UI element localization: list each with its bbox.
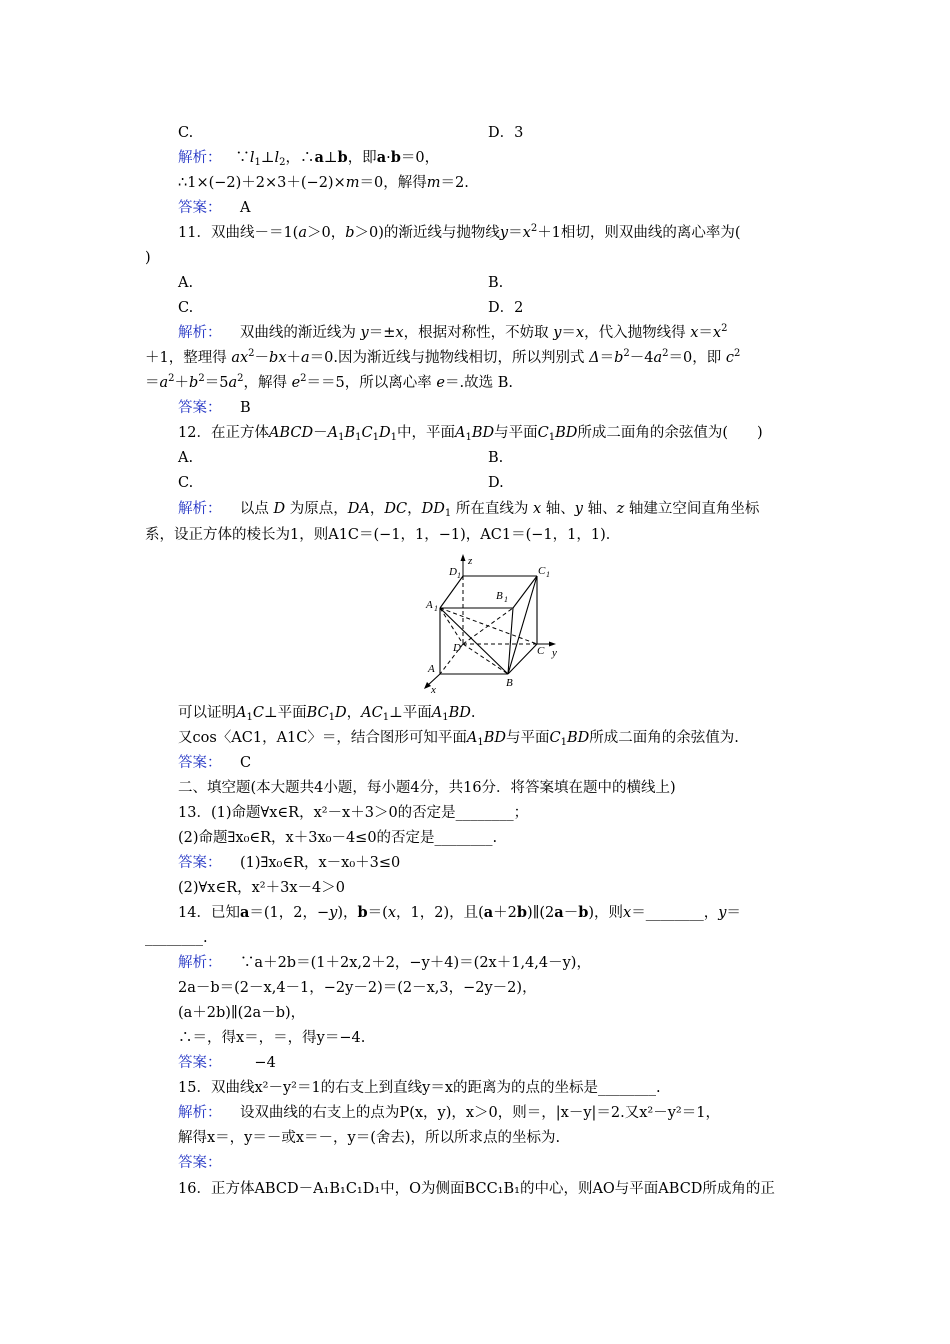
analysis-label: 解析： [178, 150, 222, 166]
q11-stem-end: ) [145, 250, 151, 266]
q11-analysis-line2: ＋1，整理得 $ax^2-bx+a=0$.因为渐近线与抛物线相切，所以判别式 $\Delta=b^2-4a^2=0$，即 $c^2$ [145, 348, 741, 366]
q15-analysis-line2: 解得x＝，y＝－或x＝－，y＝(舍去)，所以所求点的坐标为. [178, 1130, 561, 1146]
svg-text:1: 1 [546, 570, 550, 579]
q11-option-c: C. [178, 300, 194, 316]
q12-after-line1: 可以证明$A_1C\perp$平面$BC_1D$，$AC_1\perp$平面$A_1BD$. [178, 705, 476, 723]
q16-stem: 16．正方体ABCD－A₁B₁C₁D₁中，O为侧面BCC₁B₁的中心，则AO与平面ABCD所成角的正 [178, 1181, 775, 1197]
label-d: D [453, 642, 461, 654]
svg-text:1: 1 [504, 595, 508, 604]
label-c1: C [538, 565, 546, 577]
label-z: z [468, 555, 473, 567]
q14-analysis-line3: (a＋2b)∥(2a－b)， [178, 1005, 306, 1021]
q11-analysis: 解析： 双曲线的渐近线为 y＝±x，根据对称性，不妨取 y＝x，代入抛物线得 $x=x^2$ [178, 323, 728, 341]
q14-answer: 答案： −4 [178, 1055, 276, 1071]
label-c: C [537, 645, 545, 657]
q10-option-d: D．3 [488, 125, 524, 141]
q13-answer: 答案： (1)∃x₀∈R，x－x₀＋3≤0 [178, 855, 401, 871]
q15-answer: 答案： [178, 1155, 222, 1171]
q14-analysis: 解析： ∵a＋2b＝(1＋2x,2＋2，−y＋4)＝(2x＋1,4,4－y)， [178, 955, 591, 971]
q12-option-c: C. [178, 475, 194, 491]
svg-text:1: 1 [457, 571, 461, 580]
label-b: B [506, 677, 513, 689]
q12-analysis: 解析： 以点 D 为原点，DA，DC，$DD_1$ 所在直线为 x 轴、y 轴、z 轴建立空间直角坐标 [178, 501, 760, 519]
q15-analysis: 解析： 设双曲线的右支上的点为P(x，y)，x＞0，则＝，|x－y|＝2.又x²－y²＝1， [178, 1105, 720, 1121]
q14-stem-line2: ________. [145, 930, 208, 946]
q12-answer: 答案： C [178, 755, 252, 771]
q10-option-c: C. [178, 125, 194, 141]
q14-stem: 14．已知a＝(1，2，−y)，b＝(x，1，2)，且(a＋2b)∥(2a－b)，则x＝________，y＝ [178, 904, 741, 921]
svg-text:1: 1 [434, 604, 438, 613]
q12-after-line2: 又cos〈AC1，A1C〉＝，结合图形可知平面$A_1BD$与平面$C_1BD$所成二面角的余弦值为. [178, 730, 739, 748]
q10-analysis: 解析： $\because l_1\perp l_2$，∴a⊥b，即a·b＝0， [178, 149, 440, 168]
q11-option-b: B. [488, 275, 504, 291]
q12-option-a: A. [178, 450, 194, 466]
label-y: y [552, 647, 557, 659]
cube-figure [415, 552, 565, 694]
label-b1: B [496, 590, 503, 602]
q14-analysis-line2: 2a－b＝(2－x,4－1，−2y－2)＝(2－x,3，−2y－2)， [178, 980, 537, 996]
label-a1: A [426, 599, 433, 611]
label-x: x [431, 684, 436, 694]
q11-analysis-line3: $=a^2+b^2=5a^2$，解得 $e^2==5$，所以离心率 e＝.故选 B. [145, 373, 513, 391]
q11-stem: 11．双曲线－＝1(a＞0，b＞0)的渐近线与抛物线$y=x^2+1$相切，则双曲线的离心率为( [178, 223, 741, 241]
q12-stem: 12．在正方体$ABCD-A_1B_1C_1D_1$中，平面$A_1BD$与平面$C_1BD$所成二面角的余弦值为( ) [178, 425, 763, 443]
q13-line2: (2)命题∃x₀∈R，x＋3x₀－4≤0的否定是________. [178, 830, 498, 846]
q10-analysis-line2: ∴1×(−2)＋2×3＋(−2)×m＝0，解得m＝2. [178, 175, 469, 191]
q14-analysis-line4: ∴＝，得x＝，＝，得y＝−4. [178, 1030, 366, 1046]
q12-option-d: D. [488, 475, 504, 491]
q10-answer: 答案： A [178, 200, 251, 216]
q11-option-d: D．2 [488, 300, 524, 316]
label-a: A [428, 663, 435, 675]
q12-option-b: B. [488, 450, 504, 466]
label-d1: D [449, 566, 457, 578]
q13-answer-2: (2)∀x∈R，x²＋3x－4＞0 [178, 880, 345, 896]
section-title: 二、填空题(本大题共4小题，每小题4分，共16分．将答案填在题中的横线上) [178, 780, 676, 796]
q13-line1: 13．(1)命题∀x∈R，x²－x＋3＞0的否定是________； [178, 805, 529, 821]
q15-stem: 15．双曲线x²－y²＝1的右支上到直线y＝x的距离为的点的坐标是________. [178, 1080, 661, 1096]
answer-label: 答案： [178, 200, 222, 216]
q11-option-a: A. [178, 275, 194, 291]
q12-analysis-line2: 系，设正方体的棱长为1，则A1C＝(−1，1，−1)，AC1＝(−1，1，1)． [145, 527, 621, 543]
q11-answer: 答案： B [178, 400, 251, 416]
